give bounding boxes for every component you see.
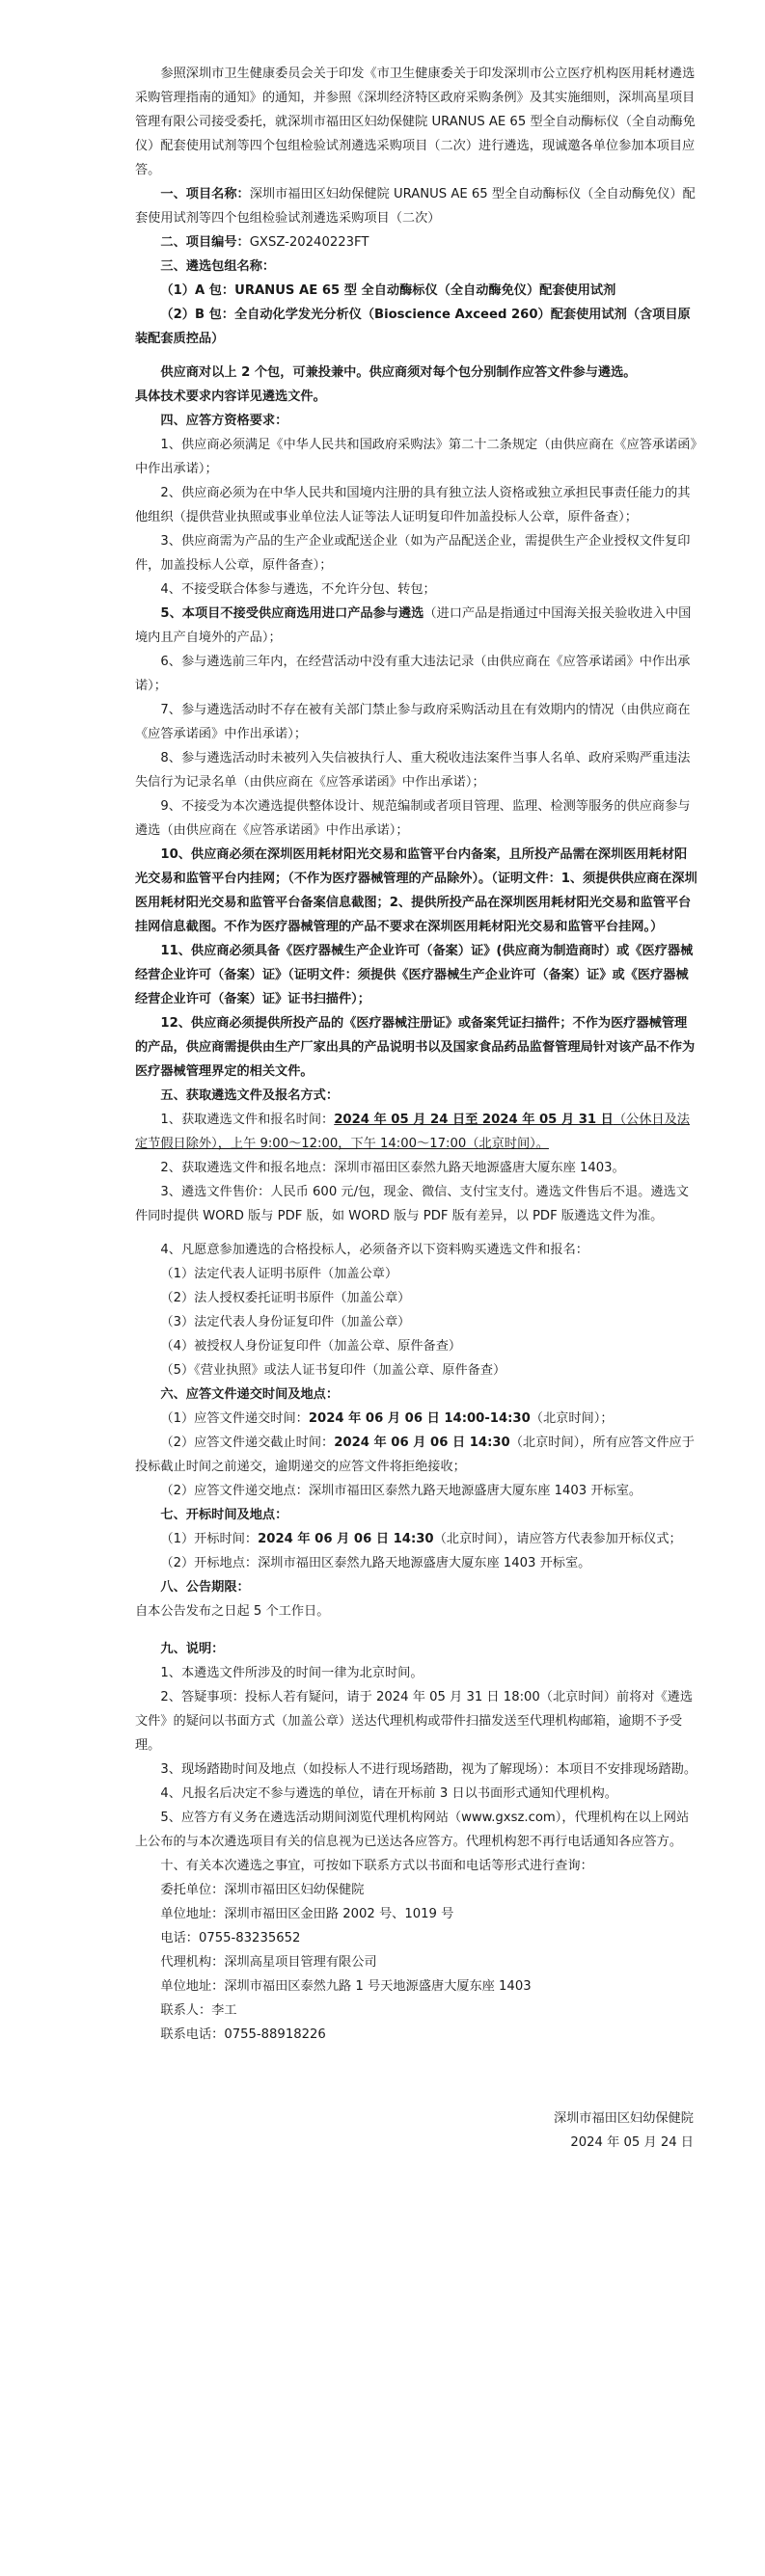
section-heading-submission: 六、应答文件递交时间及地点： [160, 1387, 340, 1402]
registration-time-range: 2024 年 05 月 24 日至 2024 年 05 月 31 日 [334, 1113, 614, 1127]
qualification-4: 4、不接受联合体参与遴选，不允许分包、转包； [160, 582, 436, 597]
submission-time-note: （北京时间）； [530, 1411, 614, 1426]
project-number-label: 二、项目编号： [160, 235, 250, 250]
registration-time-hours: （公休日及法定节假日除外），上午 9:00～12:00，下午 14:00～17:00（北京时间）。 [135, 1113, 690, 1151]
submission-place: （2）应答文件递交地点：深圳市福田区泰然九路天地源盛唐大厦东座 1403 开标室。 [160, 1484, 642, 1498]
package-b: （2）B 包：全自动化学发光分析仪（Bioscience Axceed 260）配套使用试剂（含项目原装配套质控品） [135, 308, 691, 346]
contact-client-phone: 电话：0755-83235652 [160, 1931, 301, 1945]
qualification-5-detail: （进口产品是指通过中国海关报关验收进入中国境内且产自境外的产品）； [135, 606, 692, 645]
intro-paragraph: 参照深圳市卫生健康委员会关于印发《市卫生健康委关于印发深圳市公立医疗机构医用耗材遴选采购管理指南的通知》的通知，并参照《深圳经济特区政府采购条例》及其实施细则，深圳高星项目管理有限公司接受委托，就深圳市福田区妇幼保健院 URANUS AE 65 型全自动酶标仪（全自动酶免仪）配套使用试剂等四个包组检验试剂遴选采购项目（二次）进行遴选，现诚邀各单位参加本项目应答。 [135, 67, 696, 177]
qualification-2: 2、供应商必须为在中华人民共和国境内注册的具有独立法人资格或独立承担民事责任能力的其他组织（提供营业执照或事业单位法人证等法人证明复印件加盖投标人公章，原件备查）； [135, 486, 691, 524]
opening-time [135, 1527, 697, 1551]
section-heading-period: 八、公告期限： [160, 1580, 250, 1595]
announcement-period: 自本公告发布之日起 5 个工作日。 [135, 1604, 330, 1619]
submission-deadline [135, 1431, 697, 1479]
submission-time-label: （1）应答文件递交时间： [160, 1411, 309, 1426]
note-1: 1、本遴选文件所涉及的时间一律为北京时间。 [160, 1666, 423, 1680]
signature-org: 深圳市福田区妇幼保健院 [553, 2111, 694, 2126]
note-5: 5、应答方有义务在遴选活动期间浏览代理机构网站（www.gxsz.com），代理机构在以上网站上公布的与本次遴选项目有关的信息视为已送达各应答方。代理机构恕不再行电话通知各应答方。 [135, 1811, 690, 1849]
project-number [135, 230, 697, 255]
submission-deadline-value: 2024 年 06 月 06 日 14:30 [334, 1436, 510, 1450]
section-heading-registration: 五、获取遴选文件及报名方式： [160, 1088, 340, 1103]
section-heading-opening: 七、开标时间及地点： [160, 1508, 288, 1522]
project-name [135, 182, 697, 230]
material-5: （5）《营业执照》或法人证书复印件（加盖公章、原件备查） [160, 1363, 506, 1378]
registration-time-label: 1、获取遴选文件和报名时间： [160, 1113, 335, 1127]
section-heading-packages: 三、遴选包组名称： [160, 259, 276, 274]
qualification-5 [135, 602, 697, 650]
opening-time-note: （北京时间），请应答方代表参加开标仪式； [433, 1532, 682, 1546]
material-1: （1）法定代表人证明书原件（加盖公章） [160, 1267, 398, 1281]
qualification-8: 8、参与遴选活动时未被列入失信被执行人、重大税收违法案件当事人名单、政府采购严重违法失信行为记录名单（由供应商在《应答承诺函》中作出承诺）； [135, 751, 691, 790]
contact-client: 委托单位：深圳市福田区妇幼保健院 [160, 1883, 365, 1897]
section-heading-notes: 九、说明： [160, 1642, 225, 1656]
contact-phone: 联系电话：0755-88918226 [160, 2027, 326, 2042]
qualification-7: 7、参与遴选活动时不存在被有关部门禁止参与政府采购活动且在有效期内的情况（由供应商在《应答承诺函》中作出承诺）； [135, 703, 691, 741]
package-tech-note: 具体技术要求内容详见遴选文件。 [135, 389, 326, 404]
qualification-10: 10、供应商必须在深圳医用耗材阳光交易和监管平台内备案，且所投产品需在深圳医用耗材阳光交易和监管平台内挂网；（不作为医疗器械管理的产品除外）。（证明文件：1、须提供供应商在深圳医用耗材阳光交易和监管平台备案信息截图；2、提供所投产品在深圳医用耗材阳光交易和监管平台挂网信息截图。不作为医疗器械管理的产品不要求在深圳医用耗材阳光交易和监管平台挂网。） [135, 847, 697, 934]
opening-time-label: （1）开标时间： [160, 1532, 259, 1546]
qualification-5-emphasis: 5、本项目不接受供应商选用进口产品参与遴选 [160, 606, 424, 621]
section-heading-contacts: 十、有关本次遴选之事宜，可按如下联系方式以书面和电话等形式进行查询： [160, 1859, 593, 1873]
material-4: （4）被授权人身份证复印件（加盖公章、原件备查） [160, 1339, 462, 1354]
submission-time [135, 1407, 697, 1431]
submission-deadline-label: （2）应答文件递交截止时间： [160, 1436, 335, 1450]
registration-place: 2、获取遴选文件和报名地点：深圳市福田区泰然九路天地源盛唐大厦东座 1403。 [160, 1161, 625, 1175]
note-2: 2、答疑事项：投标人若有疑问，请于 2024 年 05 月 31 日 18:00（北京时间）前将对《遴选文件》的疑问以书面方式（加盖公章）送达代理机构或带件扫描发送至代理机构邮箱，逾期不予受理。 [135, 1690, 694, 1753]
qualification-6: 6、参与遴选前三年内，在经营活动中没有重大违法记录（由供应商在《应答承诺函》中作出承诺）； [135, 655, 691, 693]
opening-time-value: 2024 年 06 月 06 日 14:30 [258, 1532, 434, 1546]
section-heading-qualifications: 四、应答方资格要求： [160, 414, 288, 428]
package-a: （1）A 包：URANUS AE 65 型 全自动酶标仪（全自动酶免仪）配套使用试剂 [160, 283, 616, 298]
signature-block [135, 2106, 697, 2155]
project-name-value: 深圳市福田区妇幼保健院 URANUS AE 65 型全自动酶标仪（全自动酶免仪）配套使用试剂等四个包组检验试剂遴选采购项目（二次） [135, 187, 696, 226]
package-note: 供应商对以上 2 个包，可兼投兼中。供应商须对每个包分别制作应答文件参与遴选。 [160, 365, 637, 380]
note-3: 3、现场踏勘时间及地点（如投标人不进行现场踏勘，视为了解现场）：本项目不安排现场踏勘。 [160, 1762, 697, 1777]
contact-client-address: 单位地址：深圳市福田区金田路 2002 号、1019 号 [160, 1907, 454, 1921]
contact-person: 联系人：李工 [160, 2003, 237, 2018]
note-4: 4、凡报名后决定不参与遴选的单位，请在开标前 3 日以书面形式通知代理机构。 [160, 1786, 617, 1801]
registration-time [135, 1108, 697, 1156]
registration-materials-intro: 4、凡愿意参加遴选的合格投标人，必须备齐以下资料购买遴选文件和报名： [160, 1243, 588, 1257]
contact-agency: 代理机构：深圳高星项目管理有限公司 [160, 1955, 377, 1970]
submission-time-value: 2024 年 06 月 06 日 14:00-14:30 [308, 1411, 531, 1426]
contact-agency-address: 单位地址：深圳市福田区泰然九路 1 号天地源盛唐大厦东座 1403 [160, 1979, 532, 1994]
qualification-11: 11、供应商必须具备《医疗器械生产企业许可（备案）证》(供应商为制造商时）或《医疗器械经营企业许可（备案）证》（证明文件：须提供《医疗器械生产企业许可（备案）证》或《医疗器械经营企业许可（备案）证》证书扫描件）； [135, 944, 694, 1006]
opening-place: （2）开标地点：深圳市福田区泰然九路天地源盛唐大厦东座 1403 开标室。 [160, 1556, 591, 1570]
project-name-label: 一、项目名称： [160, 187, 250, 201]
signature-date: 2024 年 05 月 24 日 [570, 2135, 694, 2150]
qualification-3: 3、供应商需为产品的生产企业或配送企业（如为产品配送企业，需提供生产企业授权文件复印件，加盖投标人公章，原件备查）； [135, 534, 691, 573]
project-number-value: GXSZ-20240223FT [249, 235, 369, 250]
qualification-9: 9、不接受为本次遴选提供整体设计、规范编制或者项目管理、监理、检测等服务的供应商参与遴选（由供应商在《应答承诺函》中作出承诺）； [135, 799, 691, 838]
qualification-12: 12、供应商必须提供所投产品的《医疗器械注册证》或备案凭证扫描件；不作为医疗器械管理的产品，供应商需提供由生产厂家出具的产品说明书以及国家食品药品监督管理局针对该产品不作为医疗器械管理界定的相关文件。 [135, 1016, 696, 1079]
qualification-1: 1、供应商必须满足《中华人民共和国政府采购法》第二十二条规定（由供应商在《应答承诺函》中作出承诺）； [135, 438, 697, 476]
submission-deadline-note: （北京时间），所有应答文件应于投标截止时间之前递交，逾期递交的应答文件将拒绝接收； [135, 1436, 695, 1474]
material-3: （3）法定代表人身份证复印件（加盖公章） [160, 1315, 411, 1329]
material-2: （2）法人授权委托证明书原件（加盖公章） [160, 1291, 411, 1305]
document-price: 3、遴选文件售价：人民币 600 元/包，现金、微信、支付宝支付。遴选文件售后不退。遴选文件同时提供 WORD 版与 PDF 版，如 WORD 版与 PDF 版有差异，以 PDF 版遴选文件为准。 [135, 1185, 689, 1223]
